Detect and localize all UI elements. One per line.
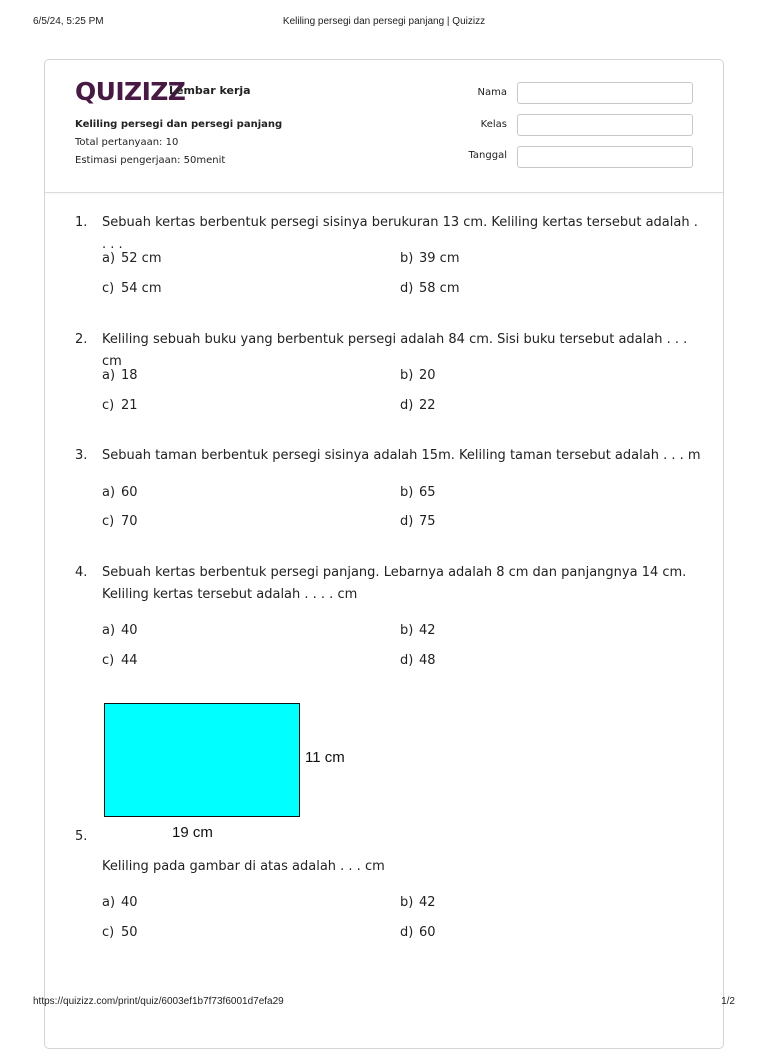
- question-2-text: Keliling sebuah buku yang berbentuk persegi adalah 84 cm. Sisi buku tersebut adalah . . . cm: [102, 332, 688, 369]
- option-letter: b): [400, 485, 414, 500]
- option-text: 20: [419, 368, 436, 383]
- option-letter: b): [400, 251, 414, 266]
- question-4-option-a: [102, 623, 138, 638]
- question-1-option-b: [400, 251, 460, 266]
- option-letter: a): [102, 485, 116, 500]
- width-label: 19 cm: [172, 824, 213, 841]
- option-text: 18: [121, 368, 138, 383]
- option-letter: d): [400, 281, 414, 296]
- option-text: 39 cm: [419, 251, 460, 266]
- option-letter: c): [102, 653, 115, 668]
- option-text: 70: [121, 514, 138, 529]
- question-3-option-d: [400, 514, 436, 529]
- class-label: Kelas: [480, 119, 507, 130]
- question-5-text: Keliling pada gambar di atas adalah . . . cm: [102, 859, 385, 874]
- name-field[interactable]: [517, 82, 693, 104]
- question-5-option-a: [102, 895, 138, 910]
- question-3-option-c: [102, 514, 138, 529]
- question-4-option-d: [400, 653, 436, 668]
- option-letter: b): [400, 368, 414, 383]
- option-letter: d): [400, 925, 414, 940]
- option-text: 48: [419, 653, 436, 668]
- option-letter: b): [400, 623, 414, 638]
- option-letter: a): [102, 368, 116, 383]
- question-4-text: Sebuah kertas berbentuk persegi panjang. Lebarnya adalah 8 cm dan panjangnya 14 cm. Keliling kertas tersebut adalah . . . . cm: [102, 565, 687, 602]
- worksheet-card: [44, 59, 724, 1049]
- option-text: 21: [121, 398, 138, 413]
- option-letter: b): [400, 895, 414, 910]
- option-text: 42: [419, 895, 436, 910]
- question-5-option-b: [400, 895, 436, 910]
- question-2-option-c: [102, 398, 138, 413]
- option-letter: c): [102, 925, 115, 940]
- question-2-option-b: [400, 368, 436, 383]
- date-field[interactable]: [517, 146, 693, 168]
- print-url: https://quizizz.com/print/quiz/6003ef1b7f73f6001d7efa29: [33, 996, 284, 1007]
- question-1-option-c: [102, 281, 162, 296]
- worksheet-header: [45, 60, 723, 193]
- height-label: 11 cm: [305, 749, 345, 766]
- option-text: 44: [121, 653, 138, 668]
- option-letter: d): [400, 514, 414, 529]
- question-5-number: 5.: [75, 829, 88, 844]
- option-text: 58 cm: [419, 281, 460, 296]
- question-3-option-a: [102, 485, 138, 500]
- option-text: 50: [121, 925, 138, 940]
- class-field[interactable]: [517, 114, 693, 136]
- question-4-number: 4.: [75, 565, 88, 580]
- total-questions: Total pertanyaan: 10: [75, 137, 179, 148]
- worksheet-label: Lembar kerja: [169, 84, 251, 97]
- option-letter: d): [400, 398, 414, 413]
- estimated-time: Estimasi pengerjaan: 50menit: [75, 155, 226, 166]
- rectangle-figure: [102, 703, 348, 839]
- print-header: [33, 16, 735, 30]
- question-2-option-a: [102, 368, 138, 383]
- question-5-option-d: [400, 925, 436, 940]
- option-text: 52 cm: [121, 251, 162, 266]
- question-3-option-b: [400, 485, 436, 500]
- question-3-number: 3.: [75, 448, 88, 463]
- option-text: 60: [121, 485, 138, 500]
- option-letter: c): [102, 514, 115, 529]
- option-letter: c): [102, 281, 115, 296]
- option-text: 40: [121, 895, 138, 910]
- option-text: 40: [121, 623, 138, 638]
- option-letter: a): [102, 623, 116, 638]
- option-text: 42: [419, 623, 436, 638]
- cyan-rectangle: [104, 703, 300, 817]
- question-4-option-b: [400, 623, 436, 638]
- print-page-number: 1/2: [721, 996, 735, 1007]
- question-2-number: 2.: [75, 332, 88, 347]
- option-text: 60: [419, 925, 436, 940]
- quizizz-logo: QUIZIZZ: [75, 77, 186, 106]
- date-label: Tanggal: [468, 150, 507, 161]
- option-letter: a): [102, 895, 116, 910]
- question-5-option-c: [102, 925, 138, 940]
- question-1-number: 1.: [75, 215, 88, 230]
- question-3-text: Sebuah taman berbentuk persegi sisinya adalah 15m. Keliling taman tersebut adalah . . . m: [102, 448, 701, 463]
- question-1-text: Sebuah kertas berbentuk persegi sisinya berukuran 13 cm. Keliling kertas tersebut adalah . . . .: [102, 215, 698, 252]
- option-letter: d): [400, 653, 414, 668]
- quiz-title: Keliling persegi dan persegi panjang: [75, 119, 283, 130]
- print-datetime: 6/5/24, 5:25 PM: [33, 16, 104, 27]
- question-2-option-d: [400, 398, 436, 413]
- question-1-option-a: [102, 251, 162, 266]
- option-letter: c): [102, 398, 115, 413]
- name-label: Nama: [477, 87, 507, 98]
- question-4-option-c: [102, 653, 138, 668]
- print-page-title: Keliling persegi dan persegi panjang | Quizizz: [282, 16, 486, 27]
- option-letter: a): [102, 251, 116, 266]
- print-footer: [33, 996, 735, 1010]
- option-text: 54 cm: [121, 281, 162, 296]
- question-1-option-d: [400, 281, 460, 296]
- option-text: 65: [419, 485, 436, 500]
- option-text: 75: [419, 514, 436, 529]
- option-text: 22: [419, 398, 436, 413]
